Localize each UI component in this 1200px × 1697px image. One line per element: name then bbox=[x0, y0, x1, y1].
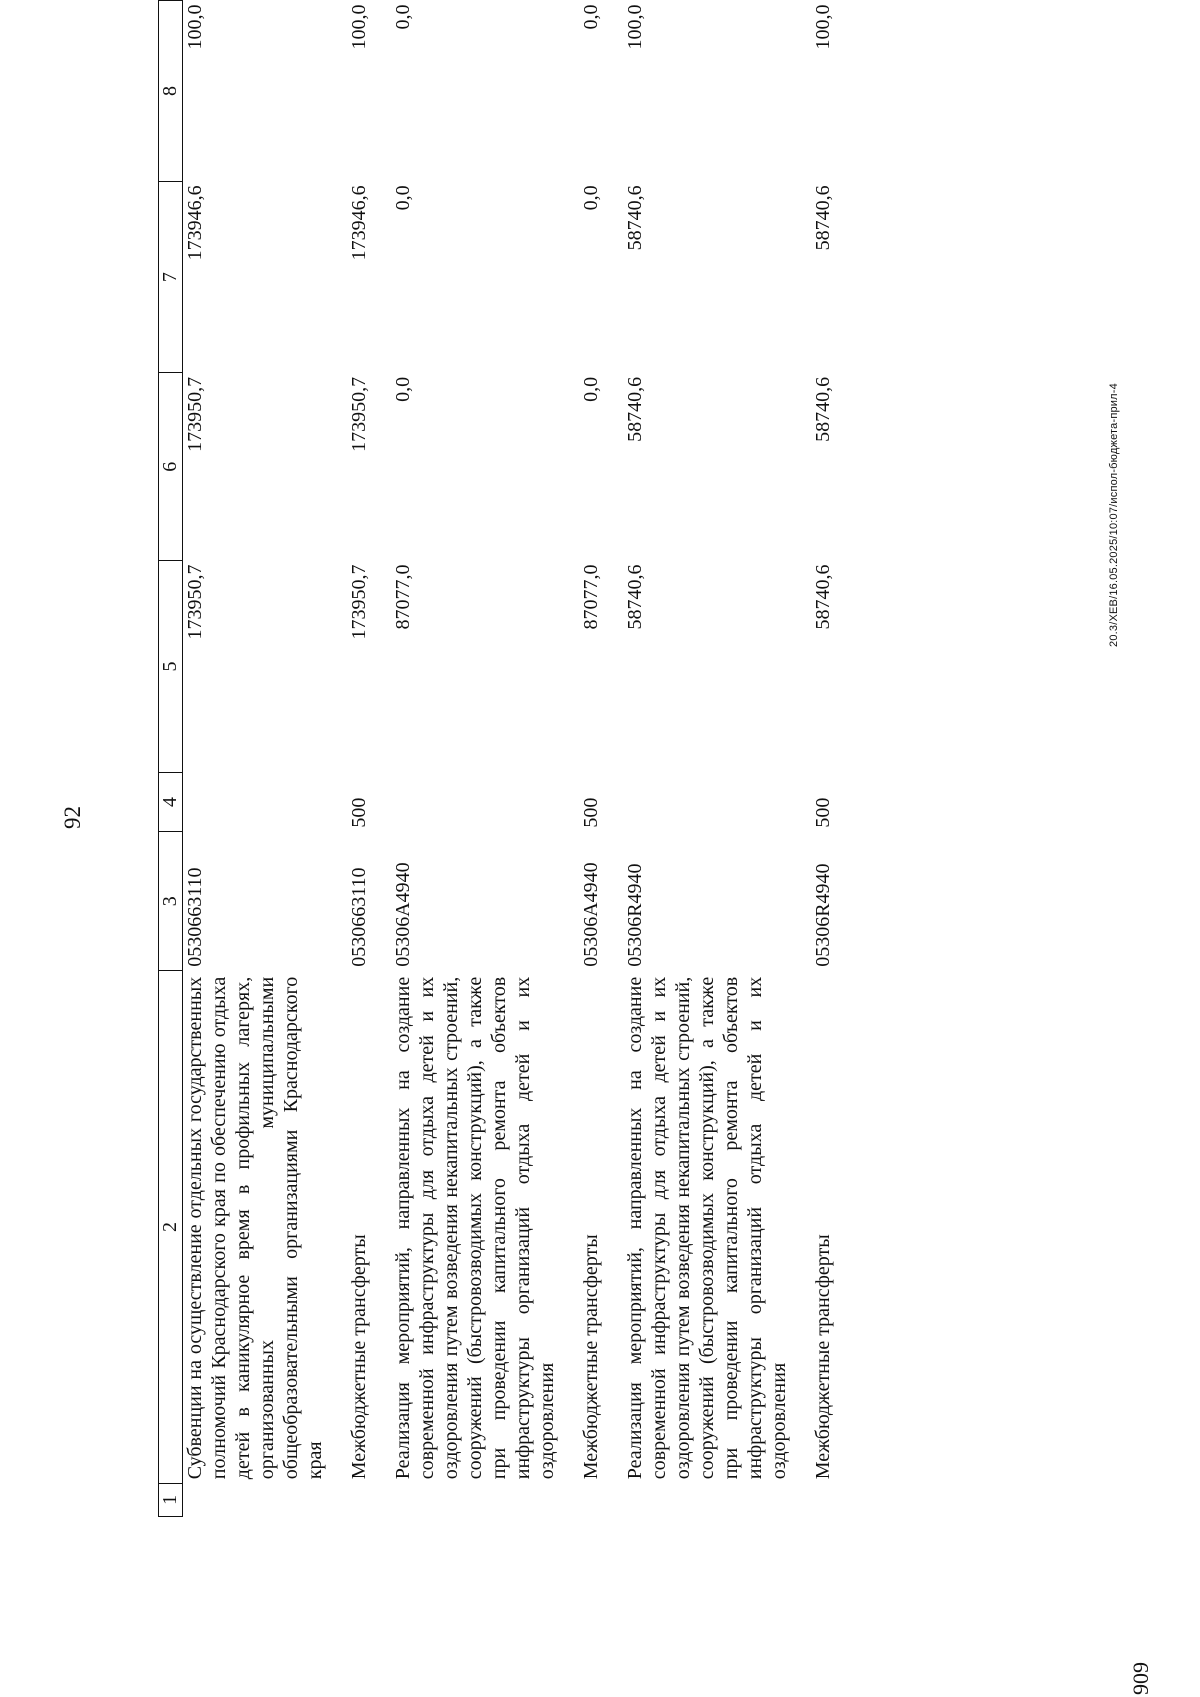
row-value-5: 58740,6 bbox=[812, 564, 834, 630]
row-value-7: 173946,6 bbox=[184, 185, 206, 261]
row-value-6: 173950,7 bbox=[184, 376, 206, 452]
header-col-7: 7 bbox=[159, 181, 183, 373]
row-expense-type: 500 bbox=[812, 797, 834, 828]
row-target-code: 05306R4940 bbox=[812, 863, 834, 967]
header-row bbox=[159, 1, 183, 1517]
header-col-2: 2 bbox=[159, 971, 183, 1483]
row-value-7: 58740,6 bbox=[624, 185, 646, 251]
row-description: Межбюджетные трансферты bbox=[348, 1234, 370, 1480]
row-col-1 bbox=[579, 1483, 623, 1516]
row-expense-type: 500 bbox=[580, 797, 602, 828]
row-value-8: 100,0 bbox=[624, 4, 646, 50]
row-description: Реализация мероприятий, направленных на создание современной инфраструктуры для отдыха детей и их оздоровления путем возведения некапитальных строений, сооружений (быстровозводимых конструкций), а также при проведении капитального ремонта объектов инфраструктуры организаций отдыха детей и их оздоровления bbox=[392, 976, 558, 1480]
row-value-8: 0,0 bbox=[580, 4, 602, 30]
table-body bbox=[183, 1, 856, 1517]
row-description: Реализация мероприятий, направленных на создание современной инфраструктуры для отдыха детей и их оздоровления путем возведения некапитальных строений, сооружений (быстровозводимых конструкций), а также при проведении капитального ремонта объектов инфраструктуры организаций отдыха детей и их оздоровления bbox=[624, 976, 790, 1480]
row-expense-type: 500 bbox=[348, 797, 370, 828]
header-col-1: 1 bbox=[159, 1483, 183, 1516]
row-description: Субвенции на осуществление отдельных государственных полномочий Краснодарского края по обеспечению отдыха детей в каникулярное время в профильных лагерях, организованных муниципальными общеобразовательными организациями Краснодарского края bbox=[184, 976, 326, 1480]
header-col-3: 3 bbox=[159, 832, 183, 971]
row-col-1 bbox=[811, 1483, 855, 1516]
row-target-code: 05306R4940 bbox=[624, 863, 646, 967]
header-col-4: 4 bbox=[159, 772, 183, 831]
side-page-number: 909 bbox=[1128, 1662, 1153, 1695]
budget-table bbox=[158, 0, 855, 1517]
row-target-code: 05306A4940 bbox=[392, 862, 414, 967]
row-value-5: 173950,7 bbox=[184, 564, 206, 640]
row-value-7: 0,0 bbox=[392, 185, 414, 211]
row-value-6: 0,0 bbox=[392, 376, 414, 402]
header-col-6: 6 bbox=[159, 373, 183, 561]
row-description: Межбюджетные трансферты bbox=[812, 1234, 834, 1480]
row-value-8: 100,0 bbox=[348, 4, 370, 50]
table-row bbox=[347, 1, 391, 1517]
row-value-8: 100,0 bbox=[184, 4, 206, 50]
row-value-8: 100,0 bbox=[812, 4, 834, 50]
row-value-5: 87077,0 bbox=[392, 564, 414, 630]
row-value-5: 58740,6 bbox=[624, 564, 646, 630]
row-value-7: 58740,6 bbox=[812, 185, 834, 251]
row-target-code: 0530663110 bbox=[184, 867, 206, 967]
row-value-6: 58740,6 bbox=[624, 376, 646, 442]
row-expense-type bbox=[623, 772, 811, 831]
row-value-6: 173950,7 bbox=[348, 376, 370, 452]
row-value-6: 0,0 bbox=[580, 376, 602, 402]
row-value-8: 0,0 bbox=[392, 4, 414, 30]
row-target-code: 05306A4940 bbox=[580, 862, 602, 967]
row-value-5: 173950,7 bbox=[348, 564, 370, 640]
table-row bbox=[811, 1, 855, 1517]
page-number: 92 bbox=[60, 806, 85, 829]
table-row bbox=[623, 1, 811, 1517]
row-description: Межбюджетные трансферты bbox=[580, 1234, 602, 1480]
row-col-1 bbox=[347, 1483, 391, 1516]
footer-code: 20.3/XEB/16.05.2025/10:07/испол-бюджета-прил-4 bbox=[1108, 383, 1120, 647]
table-row bbox=[183, 1, 348, 1517]
table-row bbox=[579, 1, 623, 1517]
row-value-5: 87077,0 bbox=[580, 564, 602, 630]
row-col-1 bbox=[183, 1483, 348, 1516]
header-col-8: 8 bbox=[159, 1, 183, 182]
row-value-6: 58740,6 bbox=[812, 376, 834, 442]
row-target-code: 0530663110 bbox=[348, 867, 370, 967]
table-row bbox=[391, 1, 579, 1517]
row-expense-type bbox=[183, 772, 348, 831]
row-value-7: 0,0 bbox=[580, 185, 602, 211]
row-col-1 bbox=[391, 1483, 579, 1516]
row-col-1 bbox=[623, 1483, 811, 1516]
row-expense-type bbox=[391, 772, 579, 831]
row-value-7: 173946,6 bbox=[348, 185, 370, 261]
header-col-5: 5 bbox=[159, 561, 183, 773]
